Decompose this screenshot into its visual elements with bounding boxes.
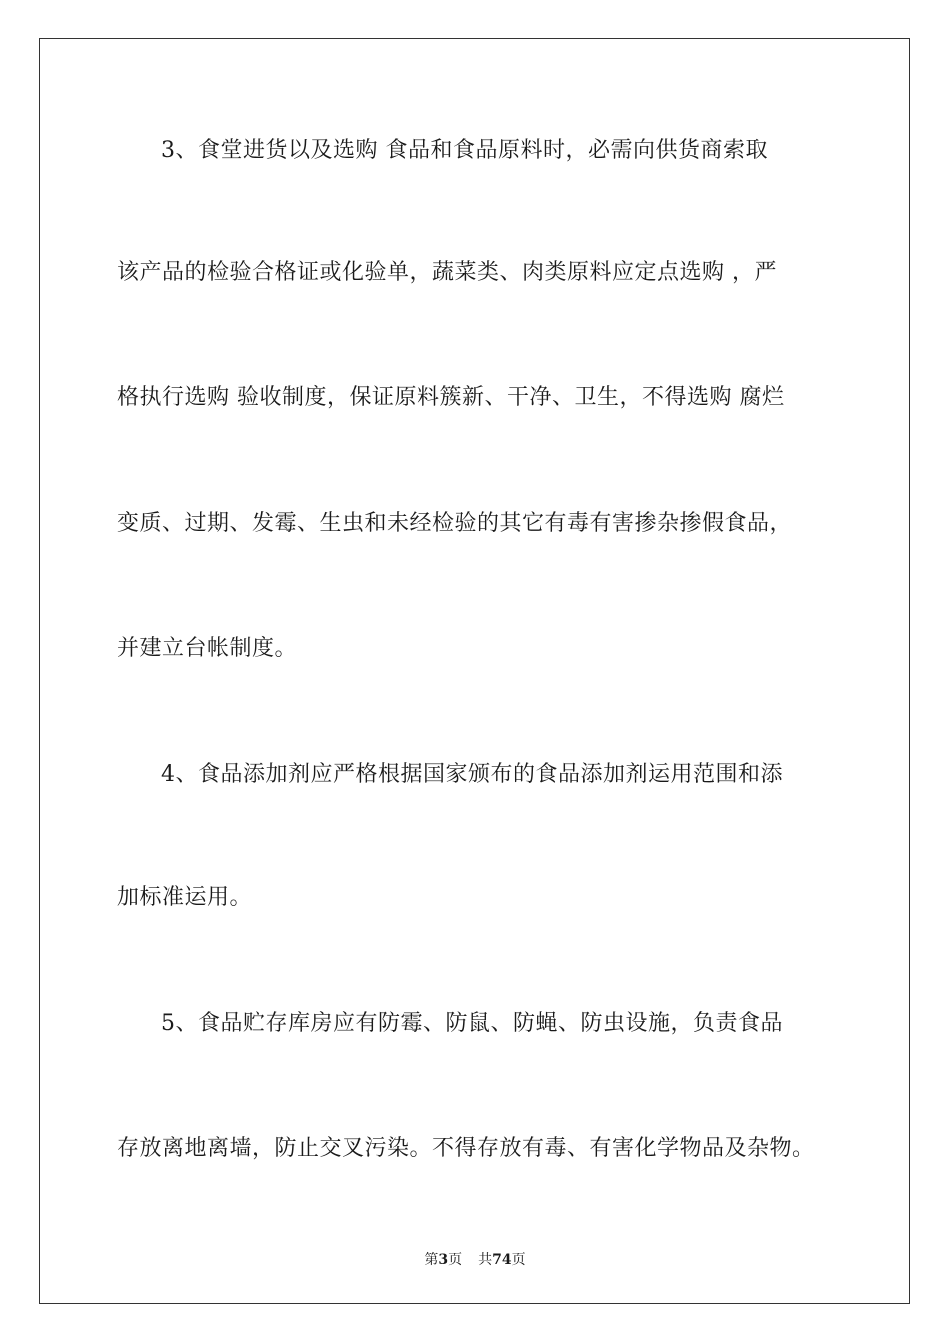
paragraph-3-line-4: 变质、过期、发霉、生虫和未经检验的其它有毒有害掺杂掺假食品， (117, 511, 793, 536)
footer-page-suffix: 页 (448, 1252, 463, 1268)
paragraph-3-line-3: 格执行选购 验收制度，保证原料簇新、干净、卫生，不得选购 腐烂 (117, 385, 785, 410)
footer-page-number: 3 (438, 1252, 449, 1268)
paragraph-5-line-2: 存放离地离墙，防止交叉污染。不得存放有毒、有害化学物品及杂物。 (117, 1136, 815, 1161)
footer-total-number: 74 (492, 1252, 512, 1268)
paragraph-3-line-2: 该产品的检验合格证或化验单，蔬菜类、肉类原料应定点选购 ，严 (117, 260, 777, 285)
page-border (39, 38, 910, 1304)
footer-total-prefix: 共 (478, 1252, 493, 1268)
paragraph-3-line-1: 3、食堂进货以及选购 食品和食品原料时，必需向供货商索取 (161, 138, 768, 163)
paragraph-4-line-2: 加标准运用。 (117, 885, 253, 910)
paragraph-4-line-1: 4、食品添加剂应严格根据国家颁布的食品添加剂运用范围和添 (161, 762, 783, 787)
paragraph-5-line-1: 5、食品贮存库房应有防霉、防鼠、防蝇、防虫设施，负责食品 (161, 1011, 783, 1036)
page-footer (0, 1250, 950, 1270)
paragraph-3-line-5: 并建立台帐制度。 (117, 636, 298, 661)
footer-total-suffix: 页 (511, 1252, 526, 1268)
footer-page-prefix: 第 (424, 1252, 439, 1268)
